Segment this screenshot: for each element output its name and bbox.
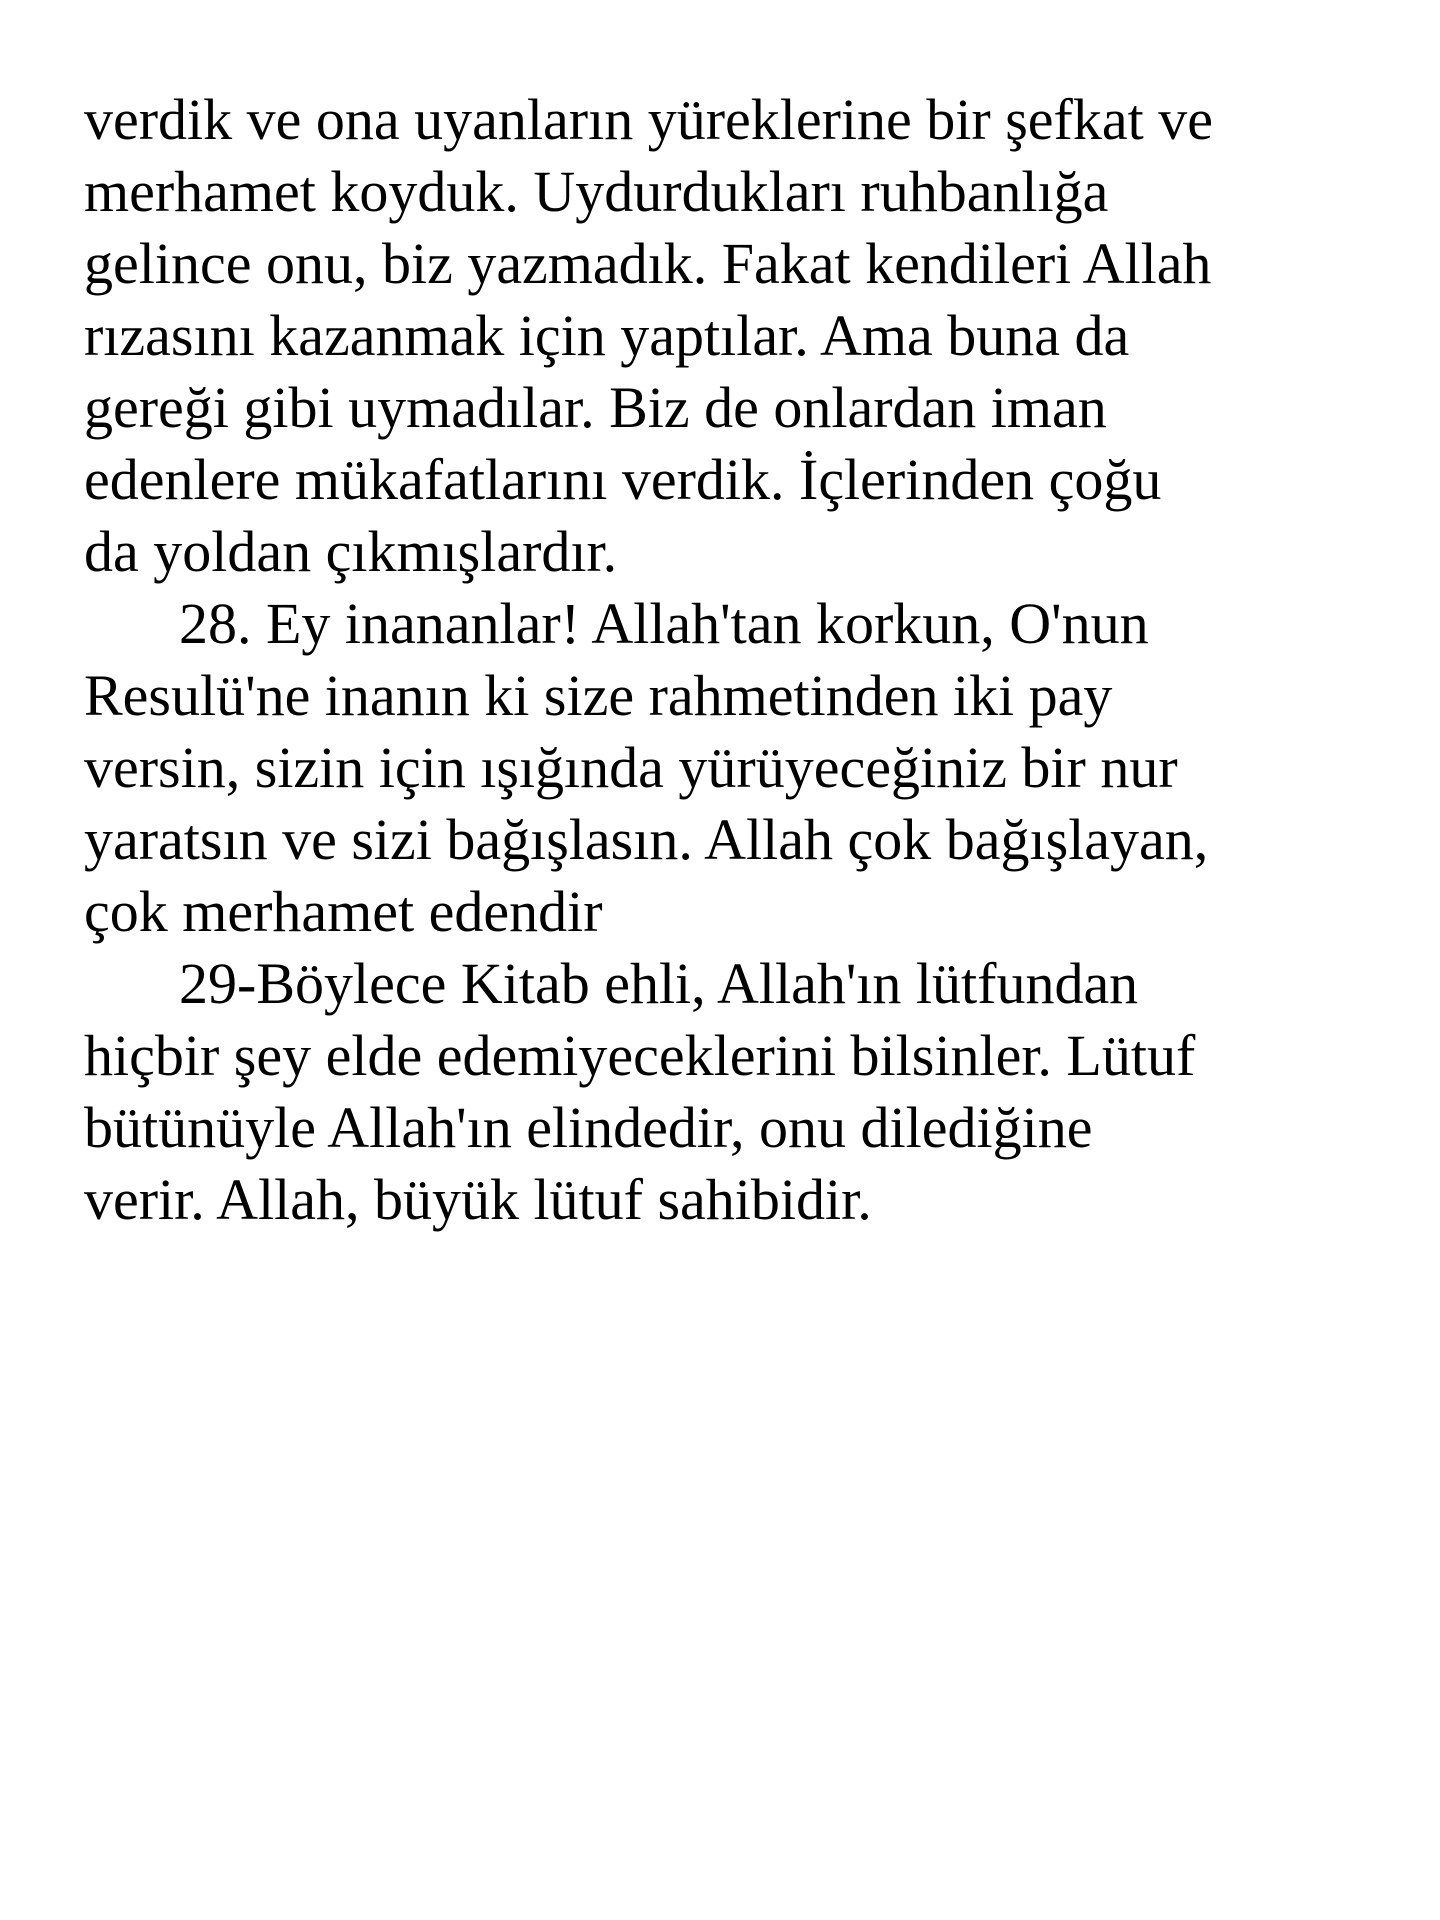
- text-line: gelince onu, biz yazmadık. Fakat kendileri Allah: [84, 231, 1212, 296]
- text-line: versin, sizin için ışığında yürüyeceğiniz bir nur: [84, 735, 1178, 800]
- text-line: verdik ve ona uyanların yüreklerine bir şefkat ve: [84, 87, 1213, 152]
- text-line: merhamet koyduk. Uydurdukları ruhbanlığa: [84, 159, 1109, 224]
- text-line: gereği gibi uymadılar. Biz de onlardan iman: [84, 375, 1107, 440]
- verse-28-first-line: 28. Ey inananlar! Allah'tan korkun, O'nun: [179, 591, 1149, 656]
- text-line: edenlere mükafatlarını verdik. İçlerinden çoğu: [84, 447, 1162, 512]
- text-line: Resulü'ne inanın ki size rahmetinden iki pay: [84, 663, 1113, 728]
- text-line: rızasını kazanmak için yaptılar. Ama buna da: [84, 303, 1130, 368]
- body-text: [84, 84, 1384, 1236]
- text-line: hiçbir şey elde edemiyeceklerini bilsinler. Lütuf: [84, 1023, 1196, 1088]
- verse-29-first-line: 29-Böylece Kitab ehli, Allah'ın lütfundan: [179, 951, 1139, 1016]
- text-line: bütünüyle Allah'ın elindedir, onu dilediğine: [84, 1095, 1093, 1160]
- text-line: yaratsın ve sizi bağışlasın. Allah çok bağışlayan,: [84, 807, 1209, 872]
- text-line: da yoldan çıkmışlardır.: [84, 519, 618, 584]
- text-line: verir. Allah, büyük lütuf sahibidir.: [84, 1167, 872, 1232]
- text-line: çok merhamet edendir: [84, 879, 603, 944]
